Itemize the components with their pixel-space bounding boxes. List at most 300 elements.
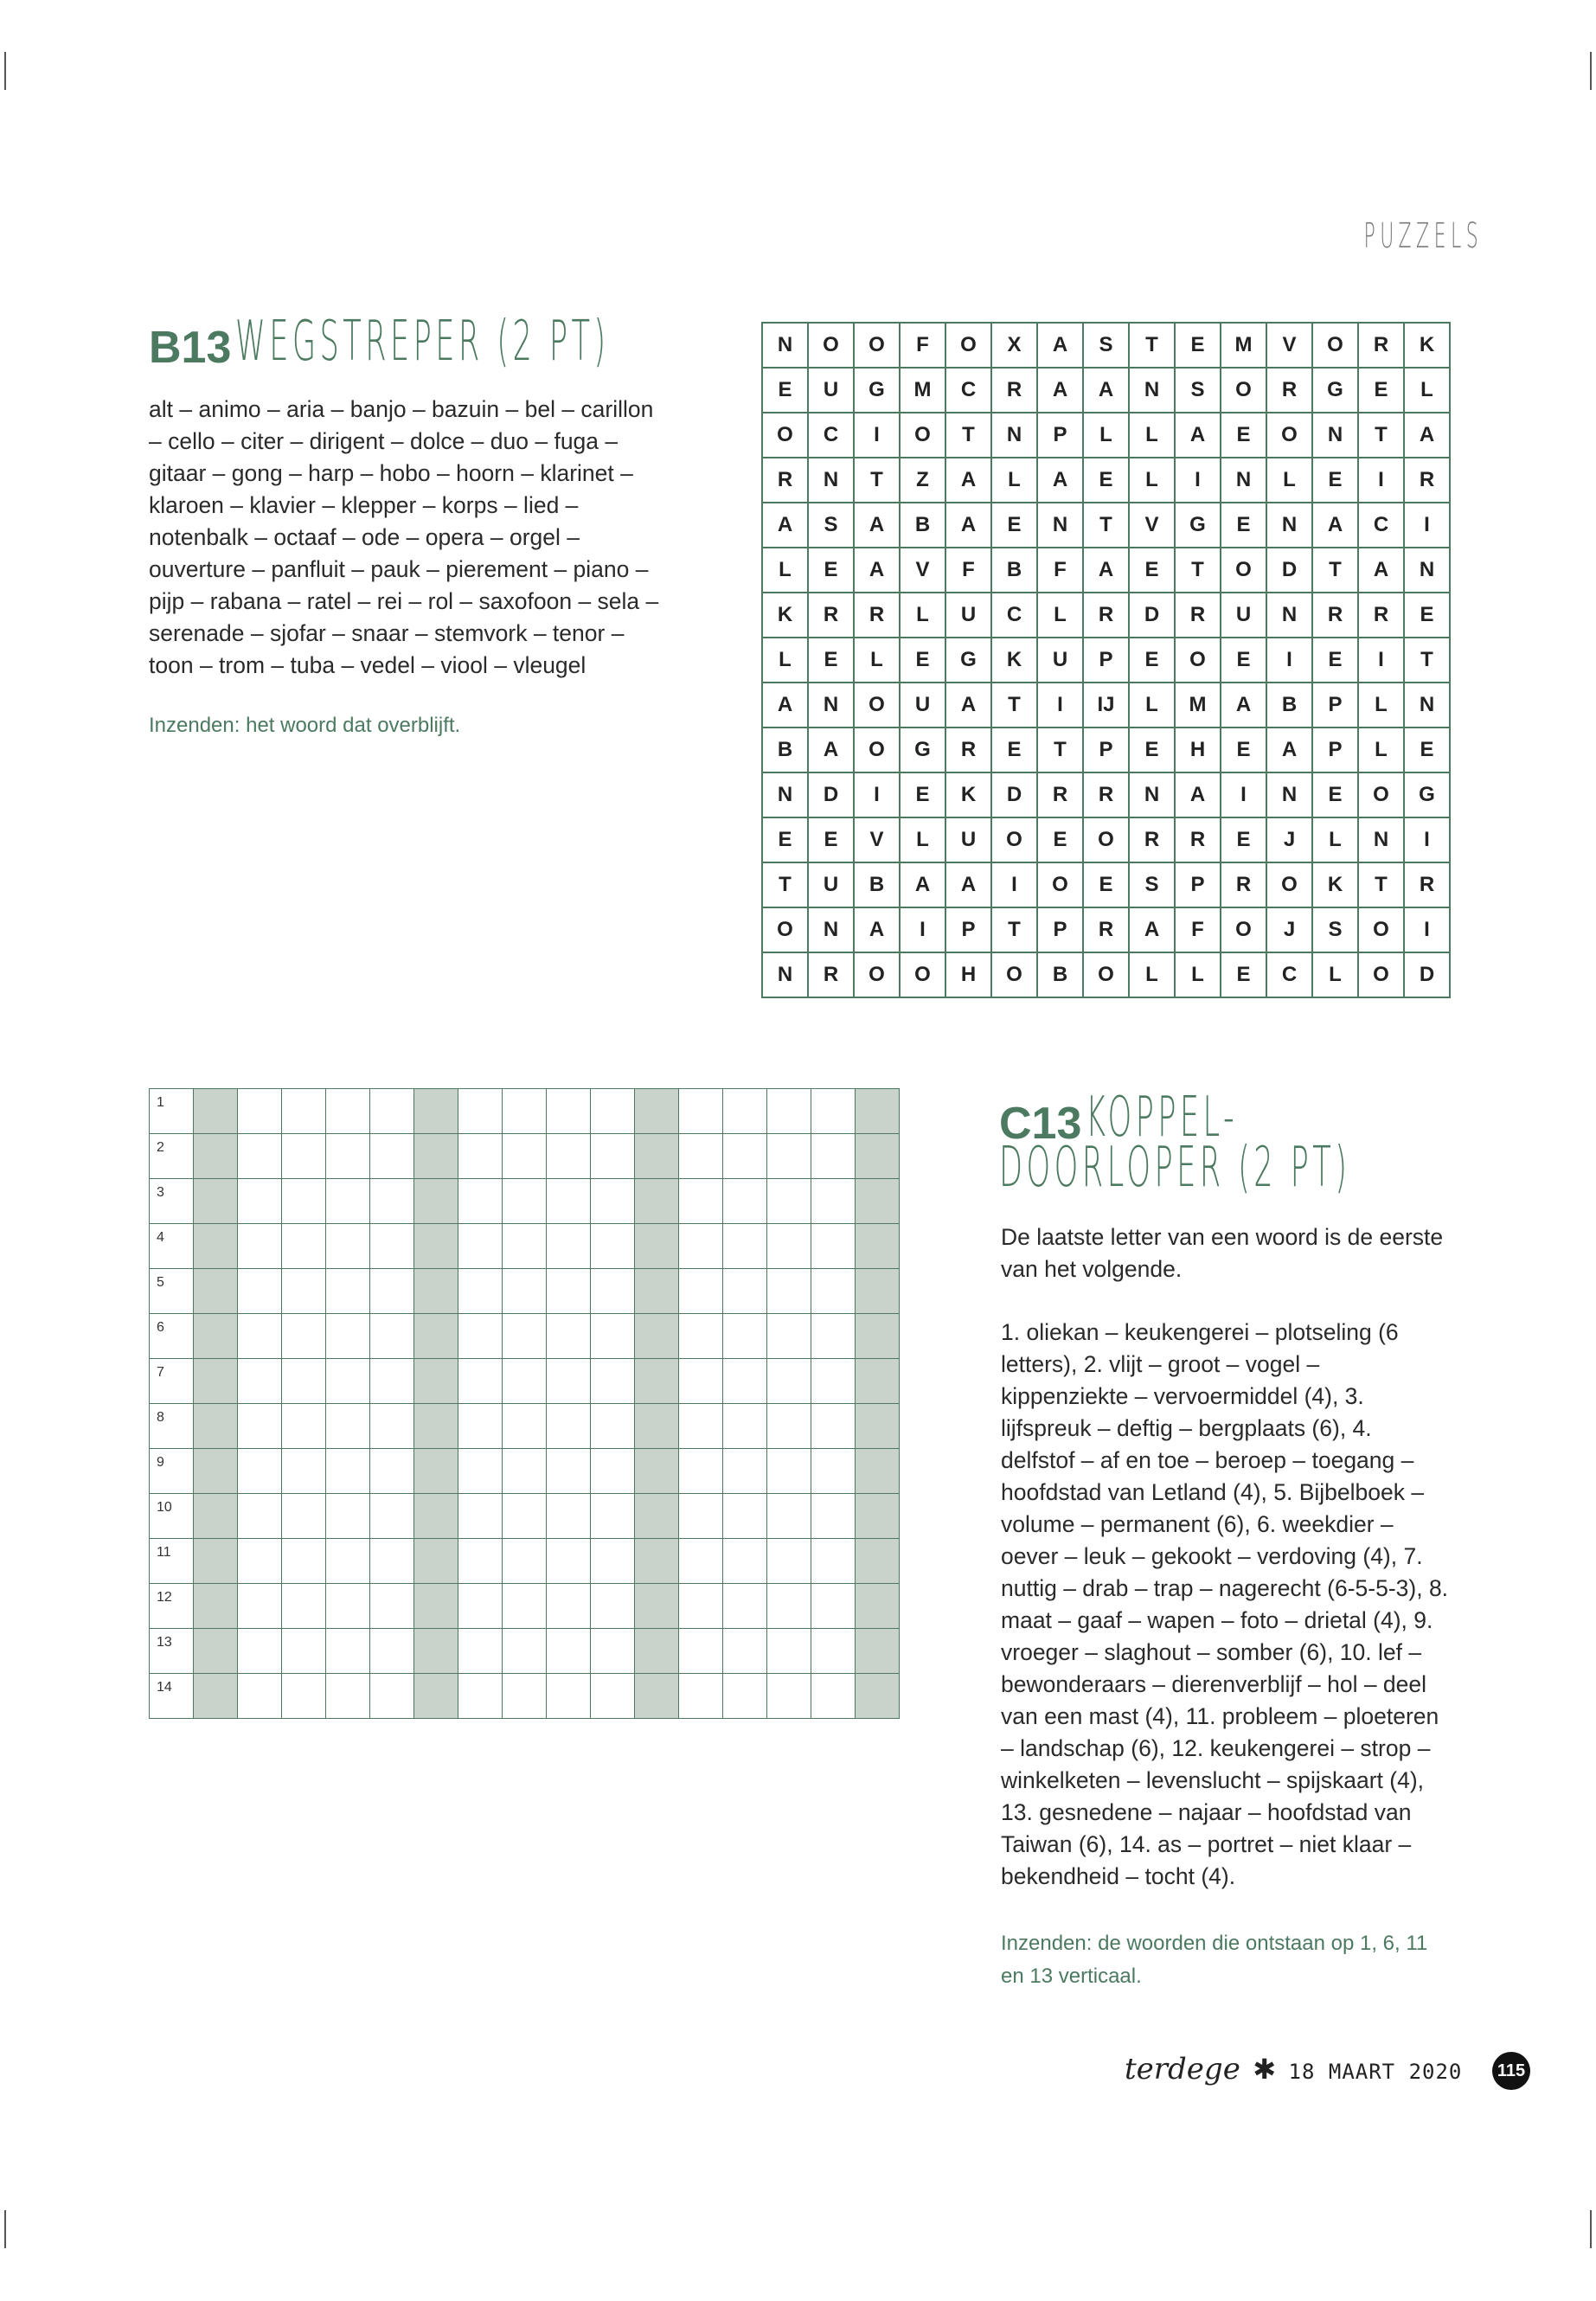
koppel-cell[interactable]: [767, 1584, 811, 1629]
wordsearch-cell[interactable]: E: [900, 638, 945, 683]
wordsearch-cell[interactable]: L: [991, 458, 1037, 503]
wordsearch-cell[interactable]: E: [900, 772, 945, 817]
wordsearch-cell[interactable]: C: [808, 413, 854, 458]
wordsearch-cell[interactable]: E: [1129, 638, 1175, 683]
koppel-cell[interactable]: [503, 1134, 547, 1179]
koppel-cell[interactable]: [326, 1359, 370, 1404]
koppel-cell[interactable]: [282, 1539, 326, 1584]
wordsearch-cell[interactable]: K: [762, 593, 808, 638]
koppel-shaded-cell[interactable]: [194, 1539, 238, 1584]
koppel-cell[interactable]: [503, 1404, 547, 1449]
wordsearch-cell[interactable]: A: [1129, 907, 1175, 952]
koppel-shaded-cell[interactable]: [856, 1224, 900, 1269]
koppel-number-cell[interactable]: [150, 1539, 194, 1584]
koppel-cell[interactable]: [238, 1539, 282, 1584]
wordsearch-cell[interactable]: A: [945, 503, 991, 548]
koppel-cell[interactable]: [458, 1584, 503, 1629]
koppel-cell[interactable]: [767, 1449, 811, 1494]
wordsearch-cell[interactable]: T: [1037, 727, 1083, 772]
wordsearch-cell[interactable]: O: [1175, 638, 1221, 683]
wordsearch-cell[interactable]: U: [1037, 638, 1083, 683]
koppel-cell[interactable]: [326, 1224, 370, 1269]
koppel-cell[interactable]: [723, 1134, 767, 1179]
wordsearch-cell[interactable]: O: [854, 683, 900, 727]
wordsearch-cell[interactable]: E: [1083, 862, 1129, 907]
wordsearch-cell[interactable]: P: [1083, 638, 1129, 683]
wordsearch-cell[interactable]: R: [854, 593, 900, 638]
koppel-shaded-cell[interactable]: [635, 1584, 679, 1629]
koppel-cell[interactable]: [282, 1134, 326, 1179]
wordsearch-cell[interactable]: B: [991, 548, 1037, 593]
koppel-cell[interactable]: [547, 1629, 591, 1674]
koppel-cell[interactable]: [591, 1314, 635, 1359]
wordsearch-cell[interactable]: I: [1266, 638, 1312, 683]
koppel-cell[interactable]: [547, 1494, 591, 1539]
koppel-cell[interactable]: [503, 1494, 547, 1539]
wordsearch-cell[interactable]: L: [1037, 593, 1083, 638]
wordsearch-cell[interactable]: O: [808, 323, 854, 368]
koppel-cell[interactable]: [591, 1224, 635, 1269]
wordsearch-cell[interactable]: P: [1312, 683, 1358, 727]
wordsearch-cell[interactable]: D: [1266, 548, 1312, 593]
wordsearch-cell[interactable]: A: [1312, 503, 1358, 548]
koppel-shaded-cell[interactable]: [635, 1629, 679, 1674]
wordsearch-cell[interactable]: B: [854, 862, 900, 907]
koppel-cell[interactable]: [370, 1269, 414, 1314]
wordsearch-cell[interactable]: R: [1312, 593, 1358, 638]
koppel-cell[interactable]: [679, 1134, 723, 1179]
koppel-cell[interactable]: [458, 1314, 503, 1359]
wordsearch-cell[interactable]: B: [762, 727, 808, 772]
wordsearch-cell[interactable]: D: [1129, 593, 1175, 638]
wordsearch-cell[interactable]: L: [900, 593, 945, 638]
koppel-cell[interactable]: [767, 1314, 811, 1359]
wordsearch-cell[interactable]: B: [900, 503, 945, 548]
wordsearch-cell[interactable]: A: [1404, 413, 1450, 458]
koppel-shaded-cell[interactable]: [635, 1179, 679, 1224]
koppel-cell[interactable]: [282, 1674, 326, 1719]
koppel-shaded-cell[interactable]: [856, 1584, 900, 1629]
koppel-shaded-cell[interactable]: [194, 1584, 238, 1629]
wordsearch-cell[interactable]: I: [1221, 772, 1266, 817]
koppel-cell[interactable]: [591, 1179, 635, 1224]
koppel-cell[interactable]: [723, 1584, 767, 1629]
wordsearch-cell[interactable]: IJ: [1083, 683, 1129, 727]
wordsearch-cell[interactable]: I: [900, 907, 945, 952]
wordsearch-cell[interactable]: R: [1221, 862, 1266, 907]
koppel-cell[interactable]: [503, 1584, 547, 1629]
wordsearch-cell[interactable]: P: [1037, 413, 1083, 458]
koppel-shaded-cell[interactable]: [414, 1359, 458, 1404]
koppel-cell[interactable]: [679, 1494, 723, 1539]
koppel-shaded-cell[interactable]: [856, 1134, 900, 1179]
koppel-cell[interactable]: [326, 1314, 370, 1359]
koppel-cell[interactable]: [811, 1089, 856, 1134]
wordsearch-cell[interactable]: E: [1312, 772, 1358, 817]
koppel-shaded-cell[interactable]: [414, 1674, 458, 1719]
wordsearch-cell[interactable]: E: [1312, 458, 1358, 503]
koppel-cell[interactable]: [458, 1089, 503, 1134]
koppel-shaded-cell[interactable]: [856, 1674, 900, 1719]
koppel-cell[interactable]: [326, 1674, 370, 1719]
wordsearch-cell[interactable]: E: [1221, 638, 1266, 683]
koppel-cell[interactable]: [458, 1404, 503, 1449]
wordsearch-cell[interactable]: A: [1175, 413, 1221, 458]
koppel-cell[interactable]: [811, 1134, 856, 1179]
koppel-cell[interactable]: [282, 1179, 326, 1224]
wordsearch-cell[interactable]: S: [1129, 862, 1175, 907]
koppel-cell[interactable]: [679, 1359, 723, 1404]
koppel-cell[interactable]: [326, 1269, 370, 1314]
koppel-cell[interactable]: [767, 1404, 811, 1449]
koppel-shaded-cell[interactable]: [194, 1269, 238, 1314]
wordsearch-cell[interactable]: K: [1312, 862, 1358, 907]
koppel-cell[interactable]: [326, 1449, 370, 1494]
wordsearch-cell[interactable]: U: [945, 817, 991, 862]
koppel-cell[interactable]: [811, 1674, 856, 1719]
koppel-shaded-cell[interactable]: [856, 1449, 900, 1494]
koppel-cell[interactable]: [238, 1494, 282, 1539]
koppel-cell[interactable]: [723, 1179, 767, 1224]
wordsearch-cell[interactable]: L: [762, 548, 808, 593]
koppel-cell[interactable]: [767, 1539, 811, 1584]
koppel-cell[interactable]: [679, 1179, 723, 1224]
koppel-cell[interactable]: [458, 1269, 503, 1314]
koppel-cell[interactable]: [591, 1089, 635, 1134]
wordsearch-cell[interactable]: E: [762, 817, 808, 862]
wordsearch-cell[interactable]: I: [1037, 683, 1083, 727]
wordsearch-cell[interactable]: B: [1266, 683, 1312, 727]
wordsearch-cell[interactable]: O: [991, 952, 1037, 997]
wordsearch-cell[interactable]: E: [1404, 727, 1450, 772]
koppel-cell[interactable]: [591, 1269, 635, 1314]
koppel-cell[interactable]: [458, 1359, 503, 1404]
wordsearch-cell[interactable]: N: [1221, 458, 1266, 503]
wordsearch-cell[interactable]: I: [1175, 458, 1221, 503]
wordsearch-cell[interactable]: P: [1175, 862, 1221, 907]
wordsearch-cell[interactable]: O: [854, 323, 900, 368]
koppel-shaded-cell[interactable]: [194, 1629, 238, 1674]
koppel-cell[interactable]: [503, 1539, 547, 1584]
wordsearch-cell[interactable]: V: [900, 548, 945, 593]
koppel-number-cell[interactable]: [150, 1134, 194, 1179]
koppel-cell[interactable]: [238, 1224, 282, 1269]
koppel-cell[interactable]: [679, 1629, 723, 1674]
wordsearch-cell[interactable]: I: [854, 772, 900, 817]
koppel-cell[interactable]: [767, 1224, 811, 1269]
koppel-cell[interactable]: [370, 1629, 414, 1674]
wordsearch-cell[interactable]: E: [1129, 727, 1175, 772]
koppel-shaded-cell[interactable]: [635, 1314, 679, 1359]
koppel-cell[interactable]: [679, 1584, 723, 1629]
koppel-number-cell[interactable]: [150, 1359, 194, 1404]
koppel-shaded-cell[interactable]: [414, 1179, 458, 1224]
wordsearch-cell[interactable]: G: [1404, 772, 1450, 817]
koppel-cell[interactable]: [723, 1404, 767, 1449]
wordsearch-cell[interactable]: C: [991, 593, 1037, 638]
wordsearch-cell[interactable]: C: [1358, 503, 1404, 548]
wordsearch-cell[interactable]: T: [1175, 548, 1221, 593]
koppel-shaded-cell[interactable]: [635, 1269, 679, 1314]
wordsearch-cell[interactable]: E: [1083, 458, 1129, 503]
wordsearch-cell[interactable]: N: [1037, 503, 1083, 548]
wordsearch-cell[interactable]: E: [1221, 817, 1266, 862]
koppel-cell[interactable]: [326, 1179, 370, 1224]
koppel-cell[interactable]: [811, 1359, 856, 1404]
wordsearch-cell[interactable]: G: [900, 727, 945, 772]
koppel-shaded-cell[interactable]: [414, 1584, 458, 1629]
wordsearch-cell[interactable]: A: [854, 503, 900, 548]
wordsearch-cell[interactable]: N: [1266, 593, 1312, 638]
wordsearch-cell[interactable]: A: [1037, 458, 1083, 503]
koppel-cell[interactable]: [679, 1404, 723, 1449]
wordsearch-cell[interactable]: K: [991, 638, 1037, 683]
wordsearch-cell[interactable]: N: [808, 907, 854, 952]
koppel-cell[interactable]: [503, 1314, 547, 1359]
koppel-cell[interactable]: [370, 1494, 414, 1539]
wordsearch-cell[interactable]: G: [1175, 503, 1221, 548]
koppel-cell[interactable]: [326, 1494, 370, 1539]
koppel-shaded-cell[interactable]: [194, 1449, 238, 1494]
wordsearch-cell[interactable]: R: [1266, 368, 1312, 413]
wordsearch-cell[interactable]: N: [762, 323, 808, 368]
wordsearch-cell[interactable]: L: [854, 638, 900, 683]
koppel-cell[interactable]: [326, 1089, 370, 1134]
wordsearch-cell[interactable]: E: [1221, 503, 1266, 548]
koppel-cell[interactable]: [591, 1539, 635, 1584]
wordsearch-cell[interactable]: K: [1404, 323, 1450, 368]
wordsearch-cell[interactable]: R: [1358, 323, 1404, 368]
wordsearch-cell[interactable]: U: [808, 368, 854, 413]
wordsearch-cell[interactable]: A: [854, 907, 900, 952]
koppel-cell[interactable]: [547, 1674, 591, 1719]
koppel-shaded-cell[interactable]: [635, 1224, 679, 1269]
wordsearch-cell[interactable]: I: [991, 862, 1037, 907]
wordsearch-cell[interactable]: O: [1221, 548, 1266, 593]
koppel-shaded-cell[interactable]: [414, 1629, 458, 1674]
koppel-number-cell[interactable]: [150, 1449, 194, 1494]
wordsearch-cell[interactable]: N: [1129, 368, 1175, 413]
koppel-cell[interactable]: [723, 1089, 767, 1134]
koppel-grid[interactable]: [149, 1088, 900, 1719]
wordsearch-cell[interactable]: N: [1266, 772, 1312, 817]
wordsearch-cell[interactable]: O: [1358, 772, 1404, 817]
koppel-shaded-cell[interactable]: [414, 1449, 458, 1494]
koppel-shaded-cell[interactable]: [635, 1404, 679, 1449]
koppel-cell[interactable]: [282, 1224, 326, 1269]
wordsearch-cell[interactable]: E: [1037, 817, 1083, 862]
wordsearch-cell[interactable]: L: [1358, 727, 1404, 772]
koppel-shaded-cell[interactable]: [856, 1314, 900, 1359]
koppel-shaded-cell[interactable]: [414, 1404, 458, 1449]
koppel-cell[interactable]: [238, 1134, 282, 1179]
wordsearch-cell[interactable]: R: [945, 727, 991, 772]
koppel-cell[interactable]: [591, 1359, 635, 1404]
koppel-cell[interactable]: [767, 1134, 811, 1179]
wordsearch-cell[interactable]: L: [1129, 683, 1175, 727]
koppel-cell[interactable]: [238, 1314, 282, 1359]
koppel-cell[interactable]: [370, 1134, 414, 1179]
koppel-cell[interactable]: [767, 1179, 811, 1224]
koppel-shaded-cell[interactable]: [414, 1089, 458, 1134]
koppel-shaded-cell[interactable]: [635, 1539, 679, 1584]
koppel-cell[interactable]: [370, 1089, 414, 1134]
koppel-shaded-cell[interactable]: [414, 1494, 458, 1539]
koppel-cell[interactable]: [811, 1404, 856, 1449]
koppel-cell[interactable]: [238, 1179, 282, 1224]
wordsearch-cell[interactable]: L: [1312, 817, 1358, 862]
wordsearch-cell[interactable]: A: [1358, 548, 1404, 593]
wordsearch-cell[interactable]: R: [1175, 593, 1221, 638]
koppel-cell[interactable]: [811, 1449, 856, 1494]
koppel-cell[interactable]: [326, 1539, 370, 1584]
koppel-cell[interactable]: [282, 1359, 326, 1404]
wordsearch-cell[interactable]: O: [1358, 952, 1404, 997]
wordsearch-cell[interactable]: A: [1266, 727, 1312, 772]
wordsearch-cell[interactable]: T: [1312, 548, 1358, 593]
wordsearch-cell[interactable]: U: [1221, 593, 1266, 638]
wordsearch-cell[interactable]: A: [762, 503, 808, 548]
wordsearch-cell[interactable]: A: [1175, 772, 1221, 817]
koppel-shaded-cell[interactable]: [194, 1359, 238, 1404]
koppel-cell[interactable]: [370, 1449, 414, 1494]
wordsearch-cell[interactable]: U: [808, 862, 854, 907]
koppel-number-cell[interactable]: [150, 1269, 194, 1314]
koppel-cell[interactable]: [547, 1224, 591, 1269]
koppel-cell[interactable]: [767, 1269, 811, 1314]
wordsearch-cell[interactable]: O: [762, 413, 808, 458]
wordsearch-cell[interactable]: N: [991, 413, 1037, 458]
wordsearch-cell[interactable]: T: [762, 862, 808, 907]
koppel-cell[interactable]: [679, 1089, 723, 1134]
wordsearch-cell[interactable]: L: [1404, 368, 1450, 413]
wordsearch-cell[interactable]: E: [808, 548, 854, 593]
koppel-cell[interactable]: [547, 1404, 591, 1449]
koppel-cell[interactable]: [811, 1314, 856, 1359]
wordsearch-cell[interactable]: N: [762, 772, 808, 817]
wordsearch-cell[interactable]: L: [1083, 413, 1129, 458]
wordsearch-cell[interactable]: L: [1358, 683, 1404, 727]
wordsearch-cell[interactable]: N: [1129, 772, 1175, 817]
koppel-shaded-cell[interactable]: [414, 1539, 458, 1584]
koppel-number-cell[interactable]: [150, 1089, 194, 1134]
koppel-cell[interactable]: [503, 1359, 547, 1404]
koppel-cell[interactable]: [547, 1359, 591, 1404]
wordsearch-cell[interactable]: N: [1266, 503, 1312, 548]
koppel-shaded-cell[interactable]: [635, 1359, 679, 1404]
koppel-cell[interactable]: [282, 1089, 326, 1134]
wordsearch-cell[interactable]: V: [1266, 323, 1312, 368]
wordsearch-cell[interactable]: R: [1083, 593, 1129, 638]
wordsearch-cell[interactable]: E: [808, 638, 854, 683]
wordsearch-cell[interactable]: F: [1175, 907, 1221, 952]
wordsearch-cell[interactable]: N: [808, 458, 854, 503]
wordsearch-cell[interactable]: I: [1358, 638, 1404, 683]
koppel-cell[interactable]: [723, 1314, 767, 1359]
koppel-cell[interactable]: [679, 1449, 723, 1494]
koppel-cell[interactable]: [370, 1314, 414, 1359]
koppel-cell[interactable]: [238, 1089, 282, 1134]
wordsearch-cell[interactable]: F: [900, 323, 945, 368]
wordsearch-cell[interactable]: H: [945, 952, 991, 997]
wordsearch-cell[interactable]: R: [808, 593, 854, 638]
wordsearch-cell[interactable]: O: [1266, 862, 1312, 907]
koppel-cell[interactable]: [767, 1089, 811, 1134]
koppel-cell[interactable]: [723, 1674, 767, 1719]
koppel-cell[interactable]: [723, 1359, 767, 1404]
wordsearch-cell[interactable]: M: [1175, 683, 1221, 727]
wordsearch-cell[interactable]: R: [1083, 772, 1129, 817]
koppel-cell[interactable]: [767, 1674, 811, 1719]
wordsearch-cell[interactable]: Z: [900, 458, 945, 503]
wordsearch-cell[interactable]: L: [900, 817, 945, 862]
wordsearch-cell[interactable]: O: [945, 323, 991, 368]
wordsearch-cell[interactable]: A: [854, 548, 900, 593]
koppel-cell[interactable]: [679, 1674, 723, 1719]
wordsearch-cell[interactable]: L: [1175, 952, 1221, 997]
wordsearch-cell[interactable]: A: [1037, 323, 1083, 368]
koppel-cell[interactable]: [547, 1179, 591, 1224]
koppel-shaded-cell[interactable]: [635, 1674, 679, 1719]
wordsearch-cell[interactable]: N: [1312, 413, 1358, 458]
koppel-cell[interactable]: [503, 1224, 547, 1269]
wordsearch-cell[interactable]: V: [854, 817, 900, 862]
koppel-shaded-cell[interactable]: [635, 1449, 679, 1494]
koppel-cell[interactable]: [458, 1224, 503, 1269]
wordsearch-cell[interactable]: V: [1129, 503, 1175, 548]
wordsearch-cell[interactable]: T: [1083, 503, 1129, 548]
wordsearch-cell[interactable]: A: [1221, 683, 1266, 727]
wordsearch-cell[interactable]: P: [1037, 907, 1083, 952]
wordsearch-cell[interactable]: R: [1083, 907, 1129, 952]
koppel-shaded-cell[interactable]: [194, 1134, 238, 1179]
koppel-cell[interactable]: [723, 1539, 767, 1584]
wordsearch-cell[interactable]: E: [1221, 727, 1266, 772]
koppel-cell[interactable]: [370, 1539, 414, 1584]
koppel-cell[interactable]: [238, 1584, 282, 1629]
koppel-cell[interactable]: [591, 1449, 635, 1494]
koppel-cell[interactable]: [238, 1629, 282, 1674]
koppel-shaded-cell[interactable]: [194, 1314, 238, 1359]
wordsearch-cell[interactable]: L: [762, 638, 808, 683]
wordsearch-cell[interactable]: E: [991, 503, 1037, 548]
koppel-cell[interactable]: [811, 1629, 856, 1674]
wordsearch-cell[interactable]: E: [1221, 413, 1266, 458]
koppel-cell[interactable]: [679, 1539, 723, 1584]
koppel-shaded-cell[interactable]: [635, 1089, 679, 1134]
wordsearch-cell[interactable]: S: [1312, 907, 1358, 952]
wordsearch-cell[interactable]: A: [1037, 368, 1083, 413]
koppel-shaded-cell[interactable]: [194, 1179, 238, 1224]
wordsearch-cell[interactable]: O: [854, 727, 900, 772]
wordsearch-cell[interactable]: R: [808, 952, 854, 997]
koppel-cell[interactable]: [591, 1629, 635, 1674]
wordsearch-cell[interactable]: T: [991, 683, 1037, 727]
koppel-cell[interactable]: [458, 1179, 503, 1224]
koppel-cell[interactable]: [547, 1584, 591, 1629]
wordsearch-cell[interactable]: J: [1266, 817, 1312, 862]
koppel-cell[interactable]: [458, 1494, 503, 1539]
koppel-shaded-cell[interactable]: [856, 1359, 900, 1404]
wordsearch-cell[interactable]: N: [1404, 548, 1450, 593]
koppel-shaded-cell[interactable]: [414, 1314, 458, 1359]
wordsearch-cell[interactable]: O: [1221, 907, 1266, 952]
koppel-shaded-cell[interactable]: [194, 1404, 238, 1449]
wordsearch-cell[interactable]: O: [900, 413, 945, 458]
wordsearch-cell[interactable]: N: [1404, 683, 1450, 727]
wordsearch-cell[interactable]: E: [1175, 323, 1221, 368]
wordsearch-cell[interactable]: T: [1404, 638, 1450, 683]
